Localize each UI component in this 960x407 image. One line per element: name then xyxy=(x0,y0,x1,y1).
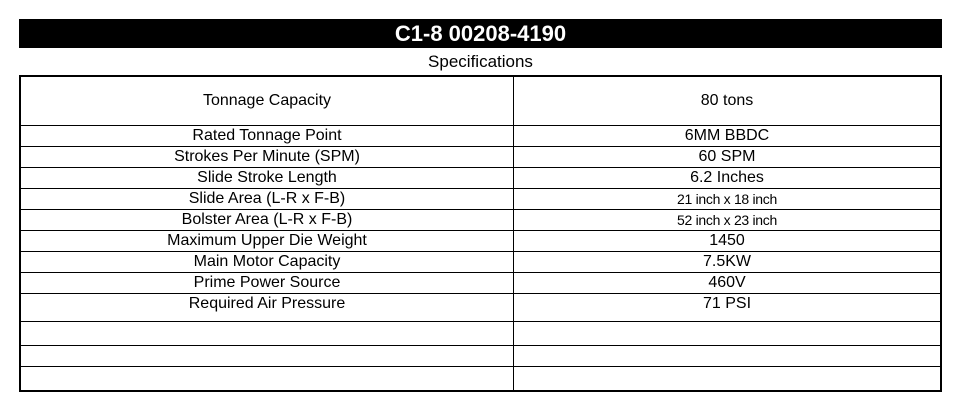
spec-label: Bolster Area (L-R x F-B) xyxy=(21,210,514,230)
empty-cell xyxy=(514,314,940,321)
specifications-table xyxy=(19,75,942,392)
table-row-gap xyxy=(21,314,940,321)
empty-cell xyxy=(514,367,940,392)
section-subtitle: Specifications xyxy=(428,52,533,71)
empty-cell xyxy=(21,367,514,392)
spec-value: 60 SPM xyxy=(698,148,756,165)
spec-value: 6.2 Inches xyxy=(690,169,764,186)
spec-value: 6MM BBDC xyxy=(684,127,770,144)
spec-value: 80 tons xyxy=(700,92,754,109)
spec-label: Prime Power Source xyxy=(21,273,514,293)
table-row-filler xyxy=(21,366,940,392)
spec-value: 1450 xyxy=(709,232,745,249)
table-row xyxy=(21,345,940,366)
spec-label: Required Air Pressure xyxy=(21,294,514,314)
table-row xyxy=(21,77,940,125)
table-row xyxy=(21,125,940,146)
table-row xyxy=(21,321,940,345)
spec-value: 460V xyxy=(708,274,746,291)
table-row xyxy=(21,293,940,314)
spec-label: Main Motor Capacity xyxy=(21,252,514,272)
table-row xyxy=(21,230,940,251)
table-row xyxy=(21,272,940,293)
table-row xyxy=(21,251,940,272)
table-row xyxy=(21,167,940,188)
table-row xyxy=(21,209,940,230)
empty-cell xyxy=(21,314,514,321)
spec-label: Slide Stroke Length xyxy=(21,168,514,188)
page-title: C1-8 00208-4190 xyxy=(19,19,942,48)
spec-value xyxy=(514,322,940,345)
spec-label: Tonnage Capacity xyxy=(21,77,514,125)
spec-label: Strokes Per Minute (SPM) xyxy=(21,147,514,167)
spec-label xyxy=(21,346,514,366)
spec-label: Rated Tonnage Point xyxy=(21,126,514,146)
spec-value xyxy=(514,346,940,366)
table-row xyxy=(21,188,940,209)
spec-label xyxy=(21,322,514,345)
spec-value: 52 inch x 23 inch xyxy=(677,212,777,228)
spec-value: 21 inch x 18 inch xyxy=(677,191,777,207)
spec-label: Slide Area (L-R x F-B) xyxy=(21,189,514,209)
spec-value: 7.5KW xyxy=(702,253,751,270)
spec-value: 71 PSI xyxy=(702,295,752,312)
spec-label: Maximum Upper Die Weight xyxy=(21,231,514,251)
table-row xyxy=(21,146,940,167)
